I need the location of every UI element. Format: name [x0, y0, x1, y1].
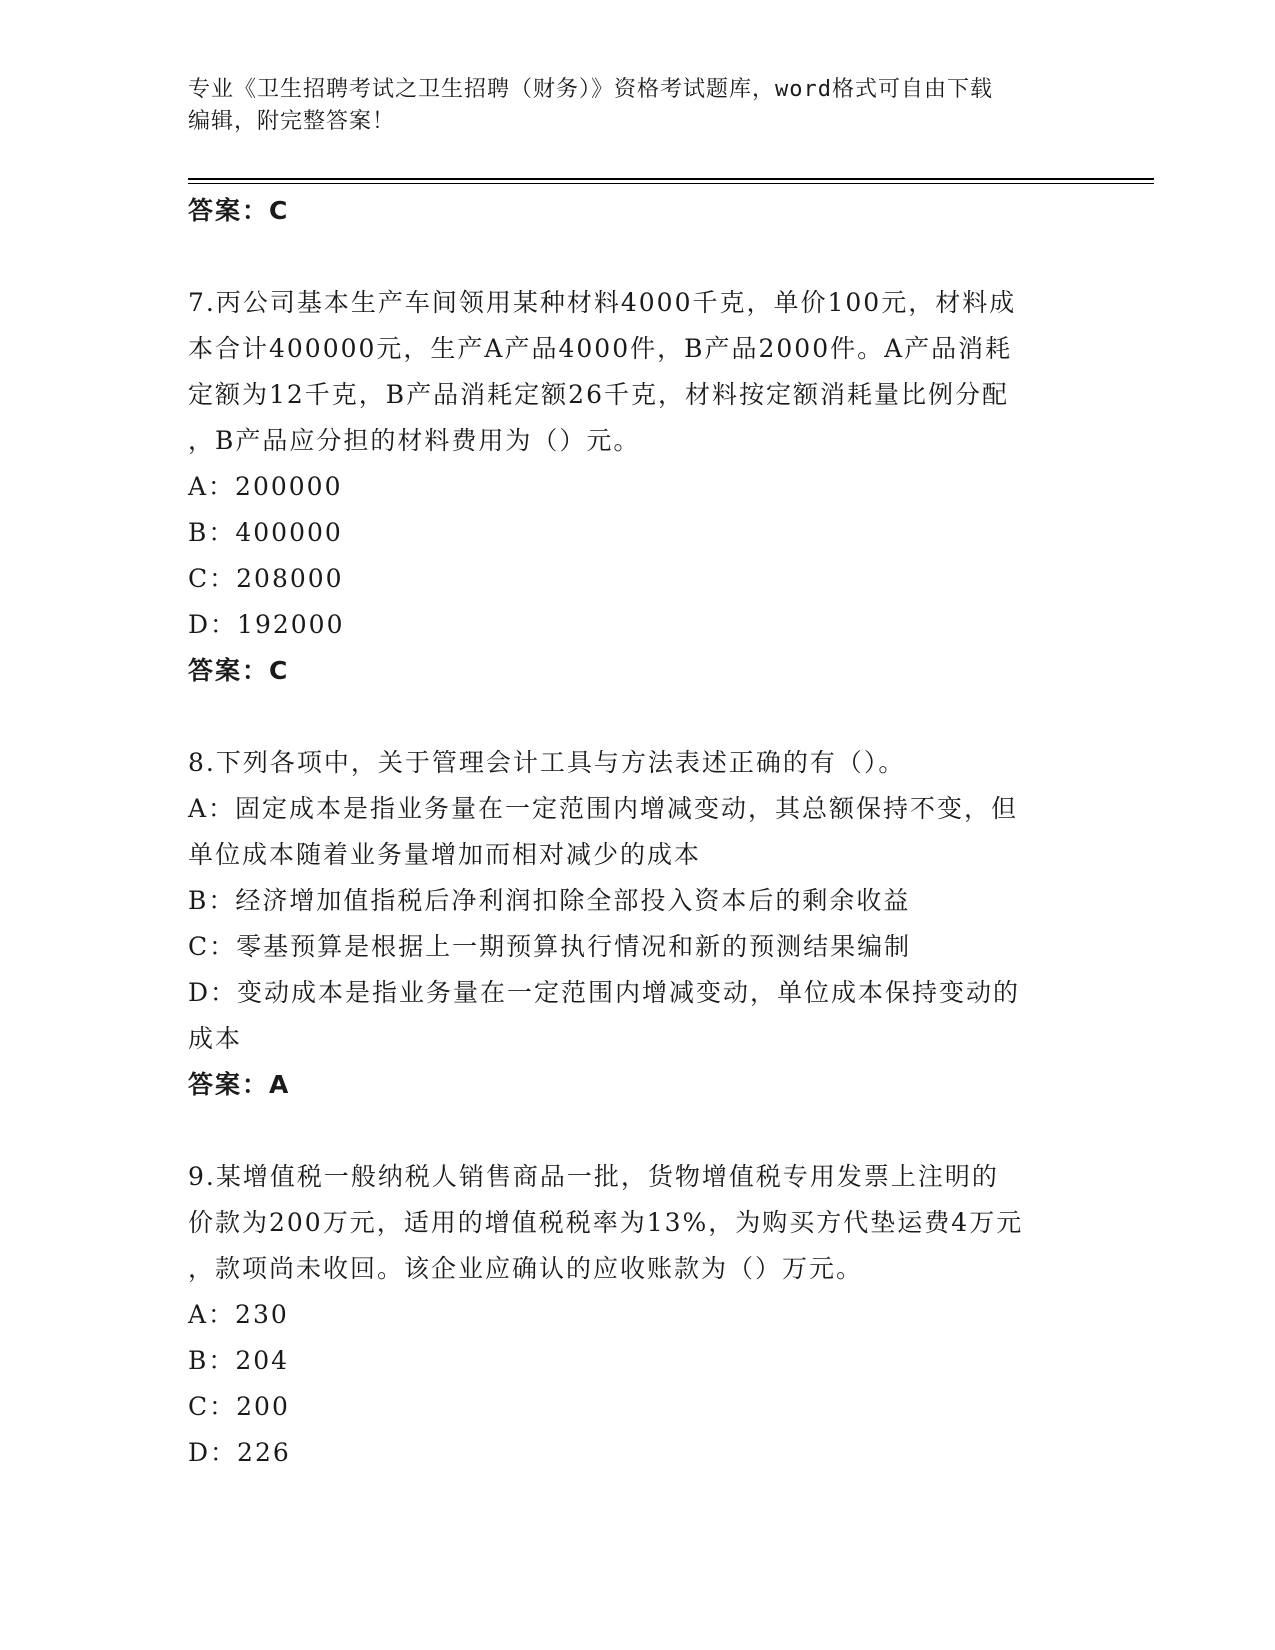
option-line: C：零基预算是根据上一期预算执行情况和新的预测结果编制	[188, 932, 912, 961]
option-line: B：经济增加值指税后净利润扣除全部投入资本后的剩余收益	[188, 886, 911, 915]
question-block	[188, 740, 1088, 1108]
question-spacer	[188, 694, 1088, 740]
option-line: B：204	[188, 1346, 290, 1375]
question-stem-line: ，款项尚未收回。该企业应确认的应收账款为（）万元。	[188, 1254, 864, 1283]
question-stem-line: 本合计400000元，生产A产品4000件，B产品2000件。A产品消耗	[188, 334, 1013, 363]
question-stem-line: 定额为12千克，B产品消耗定额26千克，材料按定额消耗量比例分配	[188, 380, 1009, 409]
previous-answer: 答案：C	[188, 196, 290, 225]
option-line: D：变动成本是指业务量在一定范围内增减变动，单位成本保持变动的	[188, 978, 1021, 1007]
option-line: A：固定成本是指业务量在一定范围内增减变动，其总额保持不变，但	[188, 794, 1019, 823]
option-line: A：200000	[188, 472, 343, 501]
header-rule-thick	[188, 178, 1154, 180]
question-stem-line: 8.下列各项中，关于管理会计工具与方法表述正确的有（）。	[188, 748, 906, 777]
question-list	[188, 188, 1088, 1476]
option-line: 成本	[188, 1024, 243, 1053]
question-spacer	[188, 234, 1088, 280]
answer-line: 答案：A	[188, 1070, 291, 1099]
question-block	[188, 1154, 1088, 1476]
question-stem-line: 价款为200万元，适用的增值税税率为13%，为购买方代垫运费4万元	[188, 1208, 1024, 1237]
option-line: D：192000	[188, 610, 345, 639]
header-line-2: 编辑，附完整答案！	[188, 109, 396, 134]
question-block	[188, 280, 1088, 694]
option-line: D：226	[188, 1438, 291, 1467]
question-stem-line: 7.丙公司基本生产车间领用某种材料4000千克，单价100元，材料成	[188, 288, 1017, 317]
document-header	[188, 74, 1088, 138]
header-rule-thin	[188, 183, 1154, 184]
question-spacer	[188, 1108, 1088, 1154]
option-line: C：200	[188, 1392, 290, 1421]
question-stem-line: 9.某增值税一般纳税人销售商品一批，货物增值税专用发票上注明的	[188, 1162, 999, 1191]
answer-line: 答案：C	[188, 656, 290, 685]
option-line: A：230	[188, 1300, 289, 1329]
question-stem-line: ，B产品应分担的材料费用为（）元。	[188, 426, 641, 455]
option-line: B：400000	[188, 518, 343, 547]
option-line: C：208000	[188, 564, 344, 593]
option-line: 单位成本随着业务量增加而相对减少的成本	[188, 840, 702, 869]
header-line-1: 专业《卫生招聘考试之卫生招聘（财务）》资格考试题库，word格式可自由下载	[188, 77, 993, 102]
